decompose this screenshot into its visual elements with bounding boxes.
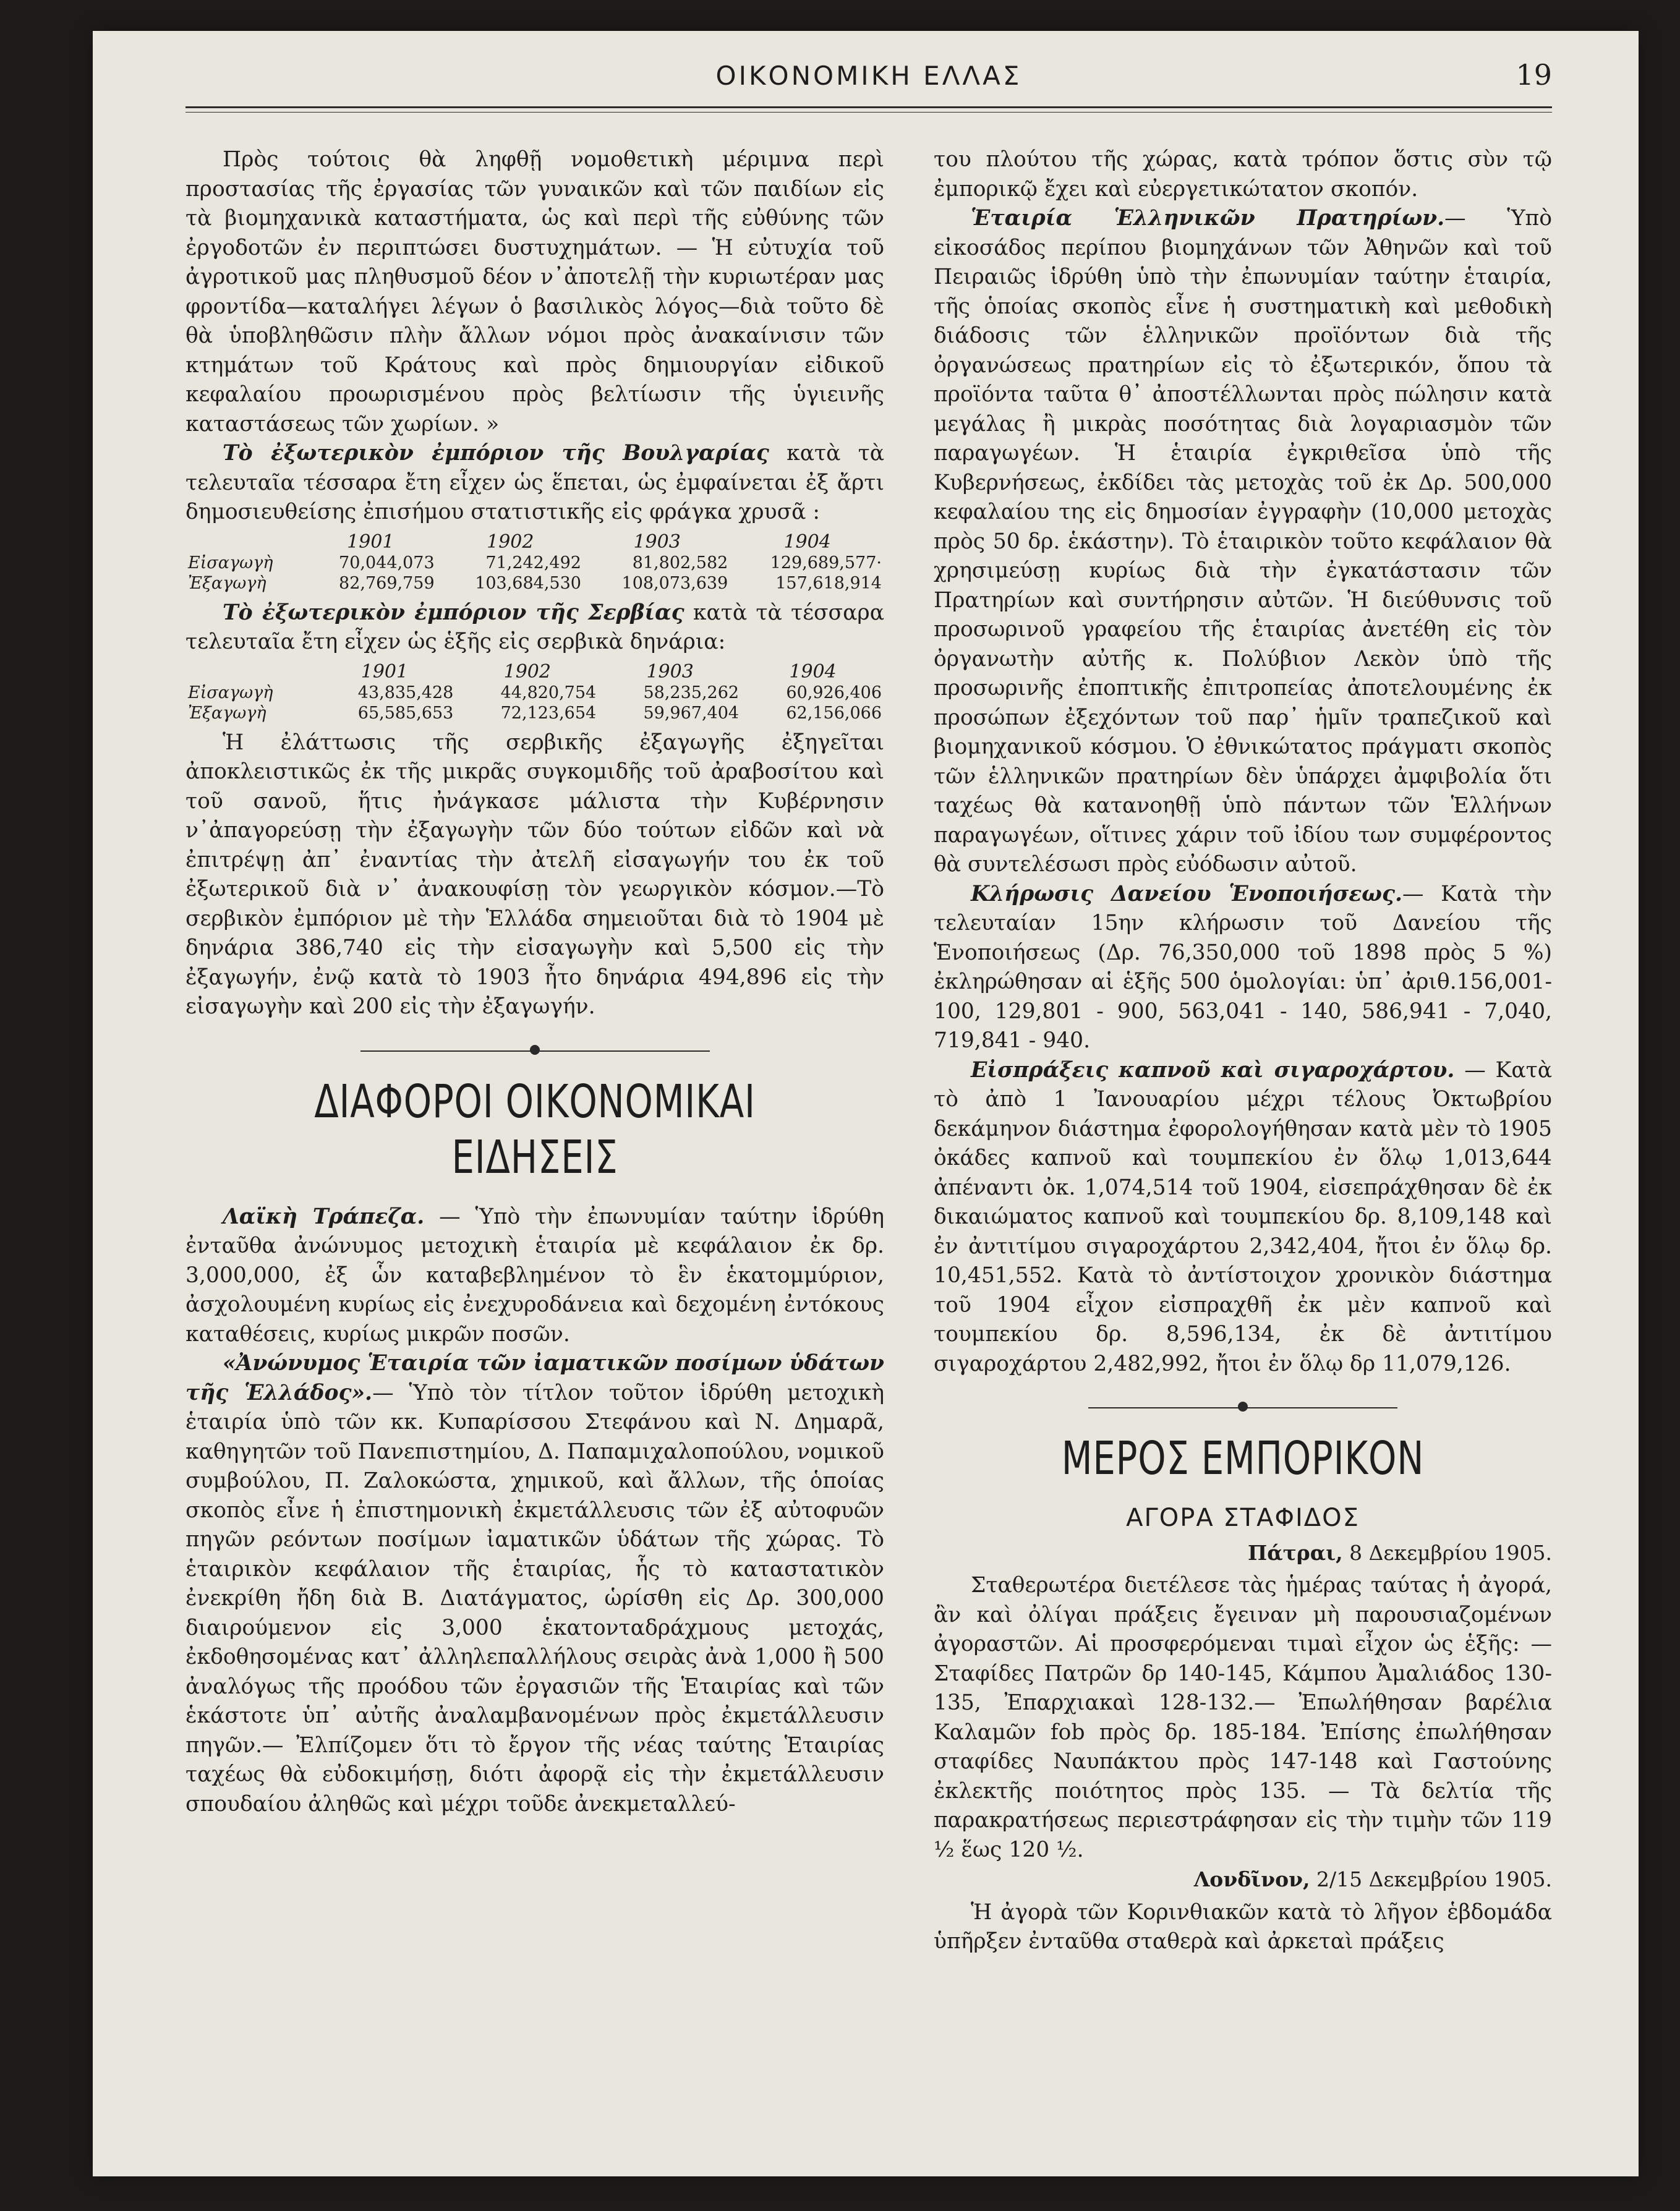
paragraph-tobacco-revenue [934,1056,1552,1379]
serbia-intro: κατὰ τὰ τέσσαρα τελευταῖα ἔτη εἶχεν ὡς ἑξῆς εἰς σερβικὰ δηνάρια: [185,600,884,654]
paragraph-london-market: Ἡ ἀγορὰ τῶν Κορινθιακῶν κατὰ τὸ λῆγον ἑβδομάδα ὑπῆρξεν ἐνταῦθα σταθερὰ καὶ ἀρκεταὶ πράξεις [934,1899,1552,1954]
heading-loan-draw: Κλήρωσις Δανείου Ἑνοποιήσεως. [971,881,1403,906]
table-cell: 72,123,654 [500,703,597,723]
row-label: Εἰσαγωγὴ [188,553,273,573]
table-cell: 59,967,404 [643,703,740,723]
divider-ornament [1238,1402,1248,1412]
right-column [934,145,1552,1957]
row-label: Εἰσαγωγὴ [188,683,273,702]
table-cell: 81,802,582 [632,553,728,573]
paragraph-bulgaria [185,439,884,527]
heading-greek-depots: Ἑταιρία Ἑλληνικῶν Πρατηρίων. [971,206,1445,231]
paragraph-continuation: του πλούτου τῆς χώρας, κατὰ τρόπον ὅστις σὺν τῷ ἐμπορικῷ ἔχει καὶ εὐεργετικώτατον σκοπόν. [934,147,1552,202]
bulgaria-trade-table [185,531,884,594]
paragraph-loan-draw [934,880,1552,1056]
year-header: 1901 [347,530,394,553]
dateline-date: 2/15 Δεκεμβρίου 1905. [1310,1867,1552,1891]
table-cell: 157,618,914 [775,573,882,593]
year-header: 1901 [360,660,409,683]
heading-bulgaria-trade: Τὸ ἐξωτερικὸν ἐμπόριον τῆς Βουλγαρίας [223,441,769,466]
table-cell: 58,235,262 [643,683,740,702]
table-header-row [185,531,884,553]
table-cell: 43,835,428 [357,683,454,702]
paragraph-greek-depots [934,204,1552,880]
table-cell: 65,585,653 [357,703,454,723]
divider-ornament [530,1045,540,1055]
year-header: 1903 [646,660,694,683]
table-cell: 129,689,577· [770,553,882,573]
table-header-row [185,661,884,683]
table-cell: 62,156,066 [786,703,882,723]
paragraph-royal-speech: Πρὸς τούτοις θὰ ληφθῇ νομοθετικὴ μέριμνα περὶ προστασίας τῆς ἐργασίας τῶν γυναικῶν καὶ τῶν παιδίων εἰς τὰ βιομηχανικὰ καταστήματα, ὡς καὶ περὶ τῆς εὐθύνης τῶν ἐργοδοτῶν ἐν περιπτώσει δυστυχημάτων. — Ἡ εὐτυχία τοῦ ἀγροτικοῦ μας πληθυσμοῦ δέον ν᾽ἀποτελῇ τὴν κυριωτέραν μας φροντίδα—καταλήγει λέγων ὁ βασιλικὸς λόγος—διὰ τοῦτο δὲ θὰ ὑποβληθῶσιν πλὴν ἄλλων νόμοι πρὸς ἀνακαίνισιν τῶν κτημάτων τοῦ Κράτους καὶ πρὸς δημιουργίαν εἰδικοῦ κεφαλαίου προωρισμένου πρὸς βελτίωσιν τῆς ὑγιεινῆς καταστάσεως τῶν χωρίων. » [185,147,884,437]
paragraph-patras-market: Σταθερωτέρα διετέλεσε τὰς ἡμέρας ταύτας ἡ ἀγορά, ἂν καὶ ὀλίγαι πράξεις ἔγειναν μὴ παρουσιαζομένων ἀγοραστῶν. Αἱ προσφερόμεναι τιμαὶ εἶχον ὡς ἑξῆς: — Σταφίδες Πατρῶν δρ 140-145, Κάμπου Ἀμαλιάδος 130-135, Ἐπαρχιακαὶ 128-132.— Ἐπωλήθησαν βαρέλια Καλαμῶν fob πρὸς δρ. 185-184. Ἐπίσης ἐπωλήθησαν σταφίδες Ναυπάκτου πρὸς 147-148 καὶ Γαστούνης ἐκλεκτῆς ποιότητος πρὸς 135. — Τὰ δελτία τῆς παρακρατήσεως περιεστράφησαν εἰς τὴν τιμὴν τῶν 119 ½ ἕως 120 ½. [934,1573,1552,1862]
dateline-city: Λονδῖνον, [1193,1867,1310,1891]
subheading-raisin-market: ΑΓΟΡΑ ΣΤΑΦΙΔΟΣ [1126,1504,1360,1532]
section-heading-commercial: ΜΕΡΟΣ ΕΜΠΟΡΙΚΟΝ [1061,1432,1425,1485]
left-column [185,145,884,1819]
paragraph-mineral-waters [185,1349,884,1819]
year-header: 1903 [633,530,681,553]
loan-draw-text: — Κατὰ τὴν τελευταίαν 15ην κλήρωσιν τοῦ Δανείου τῆς Ἑνοποιήσεως (Δρ. 76,350,000 τοῦ 1898 πρὸς 5 %) ἐκληρώθησαν αἱ ἑξῆς 500 ὁμολογίαι: ὑπ᾽ ἀριθ.156,001-100, 129,801 - 900, 563,041 - 140, 586,941 - 7,040, 719,841 - 940. [934,881,1552,1053]
table-row [185,573,884,594]
journal-title: ΟΙΚΟΝΟΜΙΚΗ ΕΛΛΑΣ [715,61,1022,91]
row-label: Ἐξαγωγὴ [188,703,266,723]
year-header: 1902 [503,660,551,683]
serbia-trade-table [185,661,884,723]
table-cell: 60,926,406 [786,683,882,702]
table-cell: 103,684,530 [475,573,581,593]
paragraph-serbia-explanation: Ἡ ἐλάττωσις τῆς σερβικῆς ἐξαγωγῆς ἐξηγεῖται ἀποκλειστικῶς ἐκ τῆς μικρᾶς συγκομιδῆς τοῦ ἀραβοσίτου καὶ τοῦ σανοῦ, ἥτις ἠνάγκασε μάλιστα τὴν Κυβέρνησιν ν᾽ἀπαγορεύσῃ τὴν ἐξαγωγὴν τῶν δύο τούτων εἰδῶν καὶ νὰ ἐπιτρέψῃ ἀπ᾽ ἐναντίας τὴν ἀτελῆ εἰσαγωγήν του ἐκ τοῦ ἐξωτερικοῦ διὰ ν᾽ ἀνακουφίσῃ τὸν γεωργικὸν κόσμον.—Τὸ σερβικὸν ἐμπόριον μὲ τὴν Ἑλλάδα σημειοῦται διὰ τὸ 1904 μὲ δηνάρια 386,740 εἰς τὴν εἰσαγωγὴν καὶ 5,500 εἰς τὴν ἐξαγωγήν, ἐνῷ κατὰ τὸ 1903 ἦτο δηνάρια 494,896 εἰς τὴν εἰσαγωγὴν καὶ 200 εἰς τὴν ἐξαγωγήν. [185,730,884,1019]
mineral-waters-text: — Ὑπὸ τὸν τίτλον τοῦτον ἱδρύθη μετοχικὴ ἑταιρία ὑπὸ τῶν κκ. Κυπαρίσσου Στεφάνου καὶ Ν. Δημαρᾶ, καθηγητῶν τοῦ Πανεπιστημίου, Δ. Παπαμιχαλοπούλου, νομικοῦ συμβούλου, Π. Ζαλοκώστα, χημικοῦ, καὶ ἄλλων, τῆς ὁποίας σκοπὸς εἶνε ἡ ἐπιστημονικὴ ἐκμετάλλευσις τῶν ἐξ αὐτοφυῶν πηγῶν ρεόντων ποσίμων ἰαματικῶν ὑδάτων τῆς χώρας. Τὸ ἑταιρικὸν κεφάλαιον τῆς ἑταιρίας, ἧς τὸ καταστατικὸν ἐνεκρίθη ἤδη διὰ Β. Διατάγματος, ὡρίσθη εἰς Δρ. 300,000 διαιρούμενον εἰς 3,000 ἑκατονταδράχμους μετοχάς, ἐκδοθησομένας κατ᾽ ἀλληλεπαλλήλους σειρὰς ἀνὰ 1,000 ἢ 500 ἀναλόγως τῆς προόδου τῶν ἐργασιῶν τῆς Ἑταιρίας καὶ τῶν ἑκάστοτε ὑπ᾽ αὐτῆς ἀναλαμβανομένων πρὸς ἐκμετάλλευσιν πηγῶν.— Ἐλπίζομεν ὅτι τὸ ἔργον τῆς νέας ταύτης Ἑταιρίας ταχέως θὰ εὐδοκιμήσῃ, διότι ἀφορᾷ εἰς τὴν ἐκμετάλλευσιν σπουδαίου ἀληθῶς καὶ μέχρι τοῦδε ἀνεκμεταλλεύ- [185,1380,884,1817]
header-rule [185,106,1552,113]
paragraph-serbia [185,599,884,657]
heading-people-bank: Λαϊκὴ Τράπεζα. [223,1204,425,1229]
table-cell: 71,242,492 [485,553,581,573]
dateline-city: Πάτραι, [1248,1540,1343,1565]
heading-tobacco-revenue: Εἰσπράξεις καπνοῦ καὶ σιγαροχάρτου. [971,1057,1455,1083]
dateline-date: 8 Δεκεμβρίου 1905. [1342,1540,1552,1565]
running-header [185,56,1552,99]
greek-depots-text: — Ὑπὸ εἰκοσάδος περίπου βιομηχάνων τῶν Ἀθηνῶν καὶ τοῦ Πειραιῶς ἱδρύθη ὑπὸ τὴν ἐπωνυμίαν ταύτην ἑταιρία, τῆς ὁποίας σκοπὸς εἶνε ἡ συστηματικὴ καὶ μεθοδικὴ διάδοσις τῶν ἑλληνικῶν προϊόντων διὰ τῆς ὀργανώσεως πρατηρίων εἰς τὸ ἐξωτερικόν, ὅπου τὰ προϊόντα ταῦτα θ᾽ ἀποστέλλωνται πρὸς πώλησιν κατὰ μεγάλας ἢ μικρὰς ποσότητας διὰ λογαριασμὸν τῶν παραγωγέων. Ἡ ἑταιρία ἐγκριθεῖσα ὑπὸ τῆς Κυβερνήσεως, ἐκδίδει τὰς μετοχὰς τοῦ ἐκ Δρ. 500,000 κεφαλαίου της εἰς δημοσίαν ἐγγραφὴν (10,000 μετοχὰς πρὸς 50 δρ. ἑκάστην). Τὸ ἑταιρικὸν τοῦτο κεφάλαιον θὰ χρησιμεύσῃ κυρίως διὰ τὴν ἐγκατάστασιν τῶν Πρατηρίων καὶ συντήρησιν αὐτῶν. Ἡ διεύθυνσις τοῦ προσωρινοῦ γραφείου τῆς ἑταιρίας ἀνετέθη εἰς τὸν ὀργανωτὴν αὐτῆς κ. Πολύβιον Λεκὸν ὑπὸ τῆς προσωρινῆς ἐποπτικῆς ἐπιτροπείας ἀποτελουμένης ἐκ προσώπων ἐξεχόντων τοῦ παρ᾽ ἡμῖν τραπεζικοῦ καὶ βιομηχανικοῦ κόσμου. Ὁ ἐθνικώτατος πράγματι σκοπὸς τῶν ἑλληνικῶν πρατηρίων δὲν ὑπάρχει ἀμφιβολία ὅτι ταχέως θὰ κατανοηθῇ ὑπὸ πάντων τῶν Ἑλλήνων παραγωγέων, οἵτινες χάριν τοῦ ἰδίου των συμφέροντος θὰ συντελέσωσι πρὸς εὐόδωσιν αὐτοῦ. [934,206,1552,877]
section-divider [934,1395,1552,1420]
tobacco-revenue-text: — Κατὰ τὸ ἀπὸ 1 Ἰανουαρίου μέχρι τέλους Ὀκτωβρίου δεκάμηνον διάστημα ἐφορολογήθησαν κατὰ μὲν τὸ 1905 ὀκάδες καπνοῦ καὶ τουμπεκίου ἐν ὅλῳ 1,013,644 ἀπέναντι ὀκ. 1,074,514 τοῦ 1904, εἰσεπράχθησαν δὲ ἐκ δικαιώματος καπνοῦ καὶ τουμπεκίου δρ. 8,109,148 καὶ ἐν ἀντιτίμου σιγαροχάρτου 2,342,404, ἤτοι ἐν ὅλῳ δρ. 10,451,552. Κατὰ τὸ ἀντίστοιχον χρονικὸν διάστημα τοῦ 1904 εἶχον εἰσπραχθῆ ἐκ μὲν καπνοῦ καὶ τουμπεκίου δρ. 8,596,134, ἐκ δὲ ἀντιτίμου σιγαροχάρτου 2,482,992, ἤτοι ἐν ὅλῳ δρ 11,079,126. [934,1057,1552,1376]
year-header: 1902 [487,530,534,553]
dateline-london [934,1865,1552,1894]
table-cell: 108,073,639 [621,573,728,593]
heading-mineral-waters: «Ἀνώνυμος Ἑταιρία τῶν ἰαματικῶν ποσίμων ὑδάτων τῆς Ἑλλάδος». [185,1351,884,1405]
heading-serbia-trade: Τὸ ἐξωτερικὸν ἐμπόριον τῆς Σερβίας [223,600,684,625]
row-label: Ἐξαγωγὴ [188,573,266,593]
table-cell: 82,769,759 [339,573,435,593]
page-number: 19 [1516,58,1552,92]
people-bank-text: — Ὑπὸ τὴν ἐπωνυμίαν ταύτην ἱδρύθη ἐνταῦθα ἀνώνυμος μετοχικὴ ἑταιρία μὲ κεφάλαιον ἐκ δρ. 3,000,000, ἐξ ὧν καταβεβλημένον τὸ ἓν ἑκατομμύριον, ἀσχολουμένη κυρίως εἰς ἐνεχυροδάνεια καὶ δεχομένη ἐντόκους καταθέσεις, κυρίως μικρῶν ποσῶν. [185,1204,884,1347]
paragraph-people-bank [185,1203,884,1350]
table-row [185,703,884,723]
table-cell: 44,820,754 [500,683,597,702]
section-divider [185,1038,884,1063]
year-header: 1904 [789,660,837,683]
bulgaria-intro: κατὰ τὰ τελευταῖα τέσσαρα ἔτη εἶχεν ὡς ἕπεται, ὡς ἐμφαίνεται ἐξ ἄρτι δημοσιευθείσης ἐπισήμου στατιστικῆς εἰς φράγκα χρυσᾶ : [185,441,885,524]
table-cell: 70,044,073 [339,553,435,573]
journal-page [93,31,1639,2176]
section-heading-economic-news: ΔΙΑΦΟΡΟΙ ΟΙΚΟΝΟΜΙΚΑΙ ΕΙΔΗΣΕΙΣ [314,1075,756,1184]
table-row [185,553,884,573]
dateline-patras [934,1538,1552,1568]
year-header: 1904 [783,530,831,553]
table-row [185,683,884,703]
